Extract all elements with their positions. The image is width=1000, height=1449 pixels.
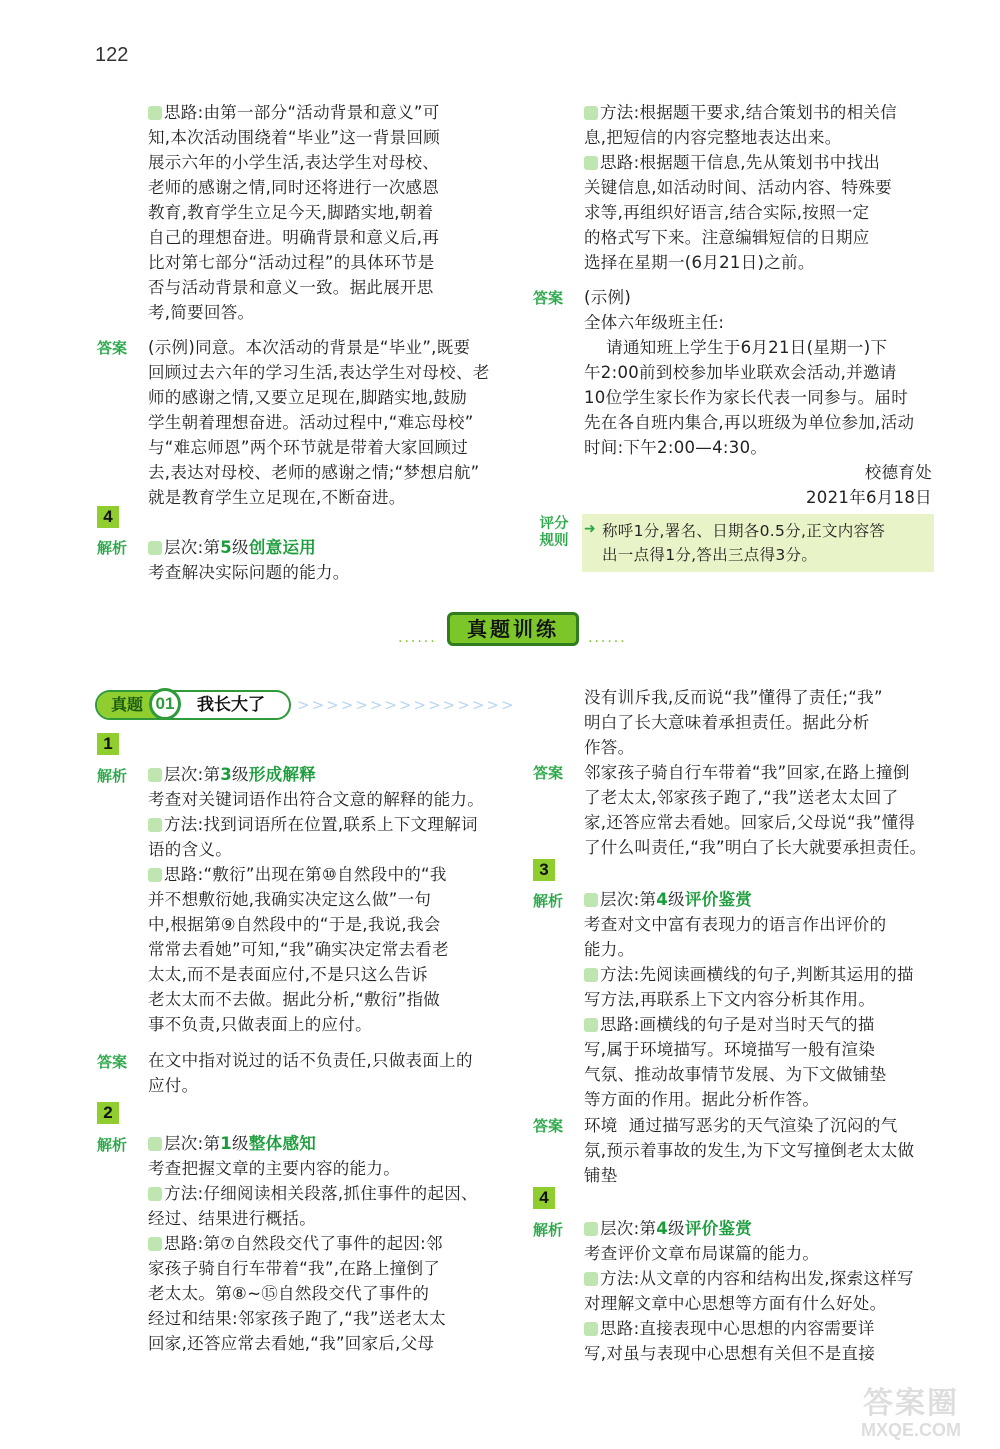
bullet-icon <box>148 868 162 882</box>
text-line: 请通知班上学生于6月21日(星期一)下 <box>584 338 888 357</box>
text-line: 方法:先阅读画横线的句子,判断其运用的描 <box>584 962 914 987</box>
text-line: 方法:从文章的内容和结构出发,探索这样写 <box>584 1266 914 1291</box>
bullet-icon <box>148 541 162 555</box>
text-line: 等方面的作用。据此分析作答。 <box>584 1090 820 1109</box>
text-line: 写,对虽与表现中心思想有关但不是直接 <box>584 1344 876 1363</box>
bullet-icon <box>584 1272 598 1286</box>
text-line: 知,本次活动围绕着“毕业”这一背景回顾 <box>148 128 441 147</box>
text-line: 的格式写下来。注意编辑短信的日期应 <box>584 228 870 247</box>
page-number: 122 <box>95 44 129 66</box>
real-question-tag <box>95 690 291 720</box>
text-line: 了老太太,邻家孩子跑了,“我”送老太太回了 <box>584 788 899 807</box>
answer-label: 答案 <box>533 764 564 782</box>
banner-dots-left: ...... <box>398 630 437 646</box>
text-line: 就是教育学生立足现在,不断奋进。 <box>148 488 406 507</box>
bullet-icon <box>584 156 598 170</box>
text-line: 全体六年级班主任: <box>584 313 725 332</box>
bullet-icon <box>584 106 598 120</box>
level-line: 层次:第5级创意运用 <box>148 535 316 560</box>
analysis-label: 解析 <box>97 1136 128 1154</box>
text-line: 息,把短信的内容完整地表达出来。 <box>584 128 842 147</box>
text-line: 没有训斥我,反而说“我”懂得了责任;“我” <box>584 688 883 707</box>
text-line: 在文中指对说过的话不负责任,只做表面上的 <box>148 1051 473 1070</box>
text-line: 了什么叫责任,“我”明白了长大就要承担责任。 <box>584 838 927 857</box>
answer-label: 答案 <box>533 289 564 307</box>
bullet-icon <box>584 1322 598 1336</box>
real-tag-title: 我长大了 <box>197 695 265 715</box>
bullet-icon <box>148 1237 162 1251</box>
text-line: 家孩子骑自行车带着“我”,在路上撞倒了 <box>148 1259 441 1278</box>
analysis-label: 解析 <box>97 539 128 557</box>
text-line: 考查评价文章布局谋篇的能力。 <box>584 1244 820 1263</box>
text-line: 自己的理想奋进。明确背景和意义后,再 <box>148 228 440 247</box>
analysis-label: 解析 <box>533 892 564 910</box>
text-line: 老太太。第⑧~⑮自然段交代了事件的 <box>148 1284 430 1303</box>
analysis-label: 解析 <box>533 1221 564 1239</box>
text-line: 太太,而不是表面应付,不是只这么告诉 <box>148 965 428 984</box>
level-line: 层次:第4级评价鉴赏 <box>584 887 752 912</box>
level-line: 层次:第4级评价鉴赏 <box>584 1216 752 1241</box>
text-line: 10位学生家长作为家长代表一同参与。届时 <box>584 388 908 407</box>
text-line: 称呼1分,署名、日期各0.5分,正文内容答 <box>602 522 886 540</box>
text-line: (示例)同意。本次活动的背景是“毕业”,既要 <box>148 338 471 357</box>
text-line: 去,表达对母校、老师的感谢之情;“梦想启航” <box>148 463 480 482</box>
text-line: 中,根据第⑨自然段中的“于是,我说,我会 <box>148 915 441 934</box>
text-line: 师的感谢之情,又要立足现在,脚踏实地,鼓励 <box>148 388 468 407</box>
answer-label: 答案 <box>97 1053 128 1071</box>
text-line: 回家,还答应常去看她,“我”回家后,父母 <box>148 1334 435 1353</box>
text-line: 思路:画横线的句子是对当时天气的描 <box>584 1012 875 1037</box>
text-line: 环境 通过描写恶劣的天气渲染了沉闷的气 <box>584 1116 898 1135</box>
bullet-icon <box>584 893 598 907</box>
score-rule-label: 评分 规则 <box>539 516 569 549</box>
text-line: 方法:根据题干要求,结合策划书的相关信 <box>584 100 897 125</box>
arrow-icon: ➜ <box>584 521 596 537</box>
text-line: 先在各自班内集合,再以班级为单位参加,活动 <box>584 413 915 432</box>
text-line: 老太太而不去做。据此分析,“敷衍”指做 <box>148 990 441 1009</box>
text-line: 写方法,再联系上下文内容分析其作用。 <box>584 990 876 1009</box>
text-line: 作答。 <box>584 738 635 757</box>
text-line: 能力。 <box>584 940 635 959</box>
text-line: 考查解决实际问题的能力。 <box>148 563 350 582</box>
watermark-logo: 答案圈 MXQE.COM <box>860 1386 961 1440</box>
chevron-decoration-icon: >>>>>>>>>>>>>>> <box>297 696 516 714</box>
text-line: 关键信息,如活动时间、活动内容、特殊要 <box>584 178 892 197</box>
text-line: 思路:由第一部分“活动背景和意义”可 <box>148 100 440 125</box>
text-line: 比对第七部分“活动过程”的具体环节是 <box>148 253 435 272</box>
question-number: 1 <box>97 733 119 755</box>
text-line: 出一点得1分,答出三点得3分。 <box>602 546 818 564</box>
text-line: 考查把握文章的主要内容的能力。 <box>148 1159 400 1178</box>
text-line: 思路:“敷衍”出现在第⑩自然段中的“我 <box>148 862 447 887</box>
text-line: 常常去看她”可知,“我”确实决定常去看老 <box>148 940 449 959</box>
text-line: 明白了长大意味着承担责任。据此分析 <box>584 713 870 732</box>
text-line: 否与活动背景和意义一致。据此展开思 <box>148 278 434 297</box>
text-line: 思路:直接表现中心思想的内容需要详 <box>584 1316 875 1341</box>
text-line: 事不负责,只做表面上的应付。 <box>148 1015 372 1034</box>
text-line: 应付。 <box>148 1076 199 1095</box>
level-line: 层次:第3级形成解释 <box>148 762 316 787</box>
signature: 校德育处 <box>864 463 932 482</box>
question-number: 2 <box>97 1102 119 1124</box>
text-line: 展示六年的小学生活,表达学生对母校、 <box>148 153 440 172</box>
banner-dots-right: ...... <box>588 630 627 646</box>
bullet-icon <box>148 818 162 832</box>
text-line: 午2:00前到校参加毕业联欢会活动,并邀请 <box>584 363 897 382</box>
text-line: 方法:仔细阅读相关段落,抓住事件的起因、 <box>148 1181 478 1206</box>
text-line: 学生朝着理想奋进。活动过程中,“难忘母校” <box>148 413 474 432</box>
bullet-icon <box>148 1187 162 1201</box>
section-title: 真题训练 <box>447 612 579 646</box>
text-line: 铺垫 <box>584 1166 618 1185</box>
bullet-icon <box>584 968 598 982</box>
text-line: 考查对文中富有表现力的语言作出评价的 <box>584 915 887 934</box>
text-line: 思路:根据题干信息,先从策划书中找出 <box>584 150 880 175</box>
bullet-icon <box>148 1137 162 1151</box>
bullet-icon <box>148 106 162 120</box>
question-number: 3 <box>533 859 555 881</box>
text-line: 语的含义。 <box>148 840 232 859</box>
text-line: 对理解文章中心思想等方面有什么好处。 <box>584 1294 887 1313</box>
text-line: 方法:找到词语所在位置,联系上下文理解词 <box>148 812 478 837</box>
text-line: 选择在星期一(6月21日)之前。 <box>584 253 815 272</box>
bullet-icon <box>584 1018 598 1032</box>
analysis-label: 解析 <box>97 767 128 785</box>
text-line: 家,还答应常去看她。回家后,父母说“我”懂得 <box>584 813 916 832</box>
text-line: 回顾过去六年的学习生活,表达学生对母校、老 <box>148 363 490 382</box>
question-number: 4 <box>97 506 119 528</box>
answer-label: 答案 <box>533 1117 564 1135</box>
text-line: 老师的感谢之情,同时还将进行一次感恩 <box>148 178 440 197</box>
text-line: 经过、结果进行概括。 <box>148 1209 316 1228</box>
real-tag-number: 01 <box>149 688 181 720</box>
text-line: 氛,预示着事故的发生,为下文写撞倒老太太做 <box>584 1141 915 1160</box>
text-line: 邻家孩子骑自行车带着“我”回家,在路上撞倒 <box>584 763 910 782</box>
real-tag-label: 真题 <box>97 692 157 718</box>
bullet-icon <box>148 768 162 782</box>
text-line: 考查对关键词语作出符合文意的解释的能力。 <box>148 790 484 809</box>
text-line: 与“难忘师恩”两个环节就是带着大家回顾过 <box>148 438 469 457</box>
text-line: 考,简要回答。 <box>148 303 255 322</box>
text-line: (示例) <box>584 288 632 307</box>
answer-label: 答案 <box>97 339 128 357</box>
level-line: 层次:第1级整体感知 <box>148 1131 316 1156</box>
bullet-icon <box>584 1222 598 1236</box>
text-line: 经过和结果:邻家孩子跑了,“我”送老太太 <box>148 1309 446 1328</box>
text-line: 写,属于环境描写。环境描写一般有渲染 <box>584 1040 876 1059</box>
text-line: 气氛、推动故事情节发展、为下文做铺垫 <box>584 1065 887 1084</box>
text-line: 并不想敷衍她,我确实决定这么做”一句 <box>148 890 432 909</box>
date: 2021年6月18日 <box>806 488 932 507</box>
question-number: 4 <box>533 1187 555 1209</box>
text-line: 思路:第⑦自然段交代了事件的起因:邻 <box>148 1231 443 1256</box>
text-line: 教育,教育学生立足今天,脚踏实地,朝着 <box>148 203 434 222</box>
text-line: 求等,再组织好语言,结合实际,按照一定 <box>584 203 870 222</box>
text-line: 时间:下午2:00—4:30。 <box>584 438 768 457</box>
